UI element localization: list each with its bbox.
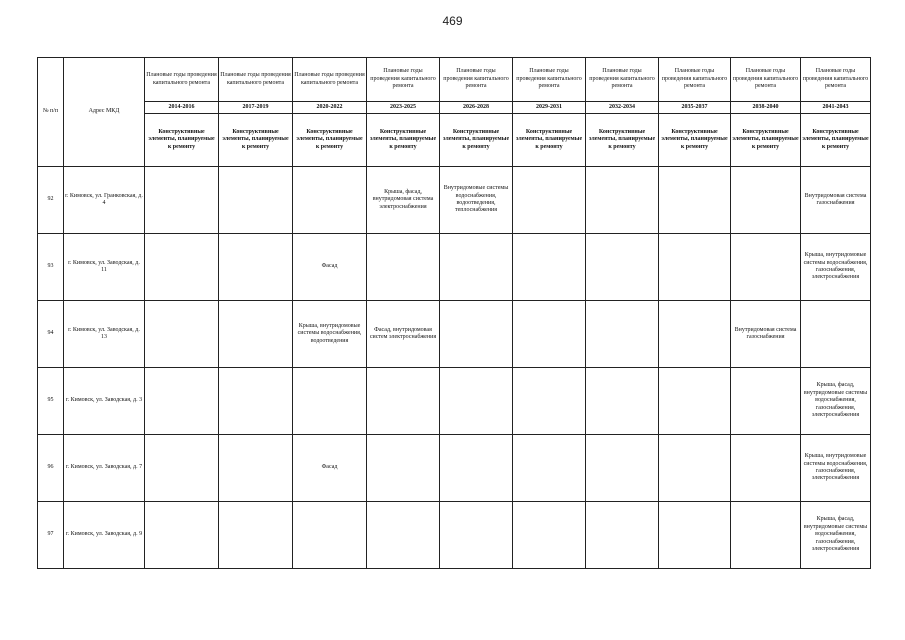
repair-elements-cell <box>513 435 586 502</box>
repair-elements-cell <box>219 368 293 435</box>
table-row <box>38 301 871 368</box>
repair-elements-cell <box>801 301 871 368</box>
repair-elements-cell: Крыша, фасад, внутридомовая система электроснабжения <box>367 167 440 234</box>
row-number: 95 <box>38 368 64 435</box>
column-header-plan-title: Плановые годы проведения капитального ремонта <box>440 58 513 102</box>
repair-elements-cell <box>513 167 586 234</box>
repair-elements-cell <box>586 502 659 569</box>
column-header-plan-title: Плановые годы проведения капитального ремонта <box>367 58 440 102</box>
column-header-elements: Конструктивные элементы, планируемые к ремонту <box>219 114 293 167</box>
repair-elements-cell <box>731 167 801 234</box>
repair-elements-cell: Крыша, внутридомовые системы водоснабжения, водоотведения <box>293 301 367 368</box>
column-header-elements: Конструктивные элементы, планируемые к ремонту <box>513 114 586 167</box>
repair-elements-cell <box>219 167 293 234</box>
column-header-plan-title: Плановые годы проведения капитального ремонта <box>293 58 367 102</box>
column-header-address: Адрес МКД <box>64 58 145 167</box>
repair-elements-cell <box>513 234 586 301</box>
column-header-plan-title: Плановые годы проведения капитального ремонта <box>145 58 219 102</box>
column-header-elements: Конструктивные элементы, планируемые к ремонту <box>801 114 871 167</box>
repair-elements-cell <box>440 368 513 435</box>
column-header-plan-title: Плановые годы проведения капитального ремонта <box>586 58 659 102</box>
repair-elements-cell <box>145 368 219 435</box>
repair-elements-cell <box>145 167 219 234</box>
column-header-years: 2017-2019 <box>219 102 293 114</box>
repair-elements-cell <box>367 502 440 569</box>
repair-elements-cell <box>145 502 219 569</box>
repair-elements-cell: Крыша, фасад, внутридомовые системы водоснабжения, газоснабжения, электроснабжения <box>801 502 871 569</box>
column-header-years: 2023-2025 <box>367 102 440 114</box>
repair-elements-cell <box>219 301 293 368</box>
column-header-years: 2035-2037 <box>659 102 731 114</box>
column-header-plan-title: Плановые годы проведения капитального ремонта <box>659 58 731 102</box>
row-number: 94 <box>38 301 64 368</box>
table-row <box>38 435 871 502</box>
repair-elements-cell <box>513 301 586 368</box>
repair-elements-cell <box>145 301 219 368</box>
column-header-elements: Конструктивные элементы, планируемые к ремонту <box>659 114 731 167</box>
row-number: 92 <box>38 167 64 234</box>
repair-elements-cell <box>586 435 659 502</box>
column-header-years: 2026-2028 <box>440 102 513 114</box>
row-address: г. Кимовск, ул. Гранковская, д. 4 <box>64 167 145 234</box>
capital-repair-plan-table <box>37 57 871 569</box>
column-header-years: 2029-2031 <box>513 102 586 114</box>
repair-elements-cell: Фасад <box>293 435 367 502</box>
column-header-years: 2041-2043 <box>801 102 871 114</box>
repair-elements-cell <box>731 368 801 435</box>
column-header-elements: Конструктивные элементы, планируемые к ремонту <box>293 114 367 167</box>
repair-elements-cell <box>731 435 801 502</box>
repair-elements-cell <box>219 502 293 569</box>
repair-elements-cell: Крыша, внутридомовые системы водоснабжения, газоснабжения, электроснабжения <box>801 234 871 301</box>
repair-elements-cell <box>440 234 513 301</box>
column-header-number: № п/п <box>38 58 64 167</box>
repair-elements-cell <box>513 502 586 569</box>
column-header-plan-title: Плановые годы проведения капитального ремонта <box>801 58 871 102</box>
column-header-years: 2020-2022 <box>293 102 367 114</box>
repair-elements-cell: Внутридомовая система газоснабжения <box>801 167 871 234</box>
table-row <box>38 368 871 435</box>
page-number: 469 <box>442 14 463 28</box>
repair-elements-cell <box>586 368 659 435</box>
repair-elements-cell: Внутридомовая система газоснабжения <box>731 301 801 368</box>
column-header-elements: Конструктивные элементы, планируемые к ремонту <box>586 114 659 167</box>
column-header-years: 2014-2016 <box>145 102 219 114</box>
repair-elements-cell <box>440 502 513 569</box>
column-header-elements: Конструктивные элементы, планируемые к ремонту <box>440 114 513 167</box>
repair-elements-cell <box>586 301 659 368</box>
repair-elements-cell <box>659 234 731 301</box>
repair-elements-cell <box>731 234 801 301</box>
row-address: г. Кимовск, ул. Заводская, д. 7 <box>64 435 145 502</box>
column-header-elements: Конструктивные элементы, планируемые к ремонту <box>367 114 440 167</box>
repair-elements-cell <box>293 368 367 435</box>
column-header-elements: Конструктивные элементы, планируемые к ремонту <box>731 114 801 167</box>
repair-elements-cell: Крыша, фасад, внутридомовые системы водоснабжения, газоснабжения, электроснабжения <box>801 368 871 435</box>
repair-elements-cell: Фасад, внутридомовая систем электроснабжения <box>367 301 440 368</box>
column-header-plan-title: Плановые годы проведения капитального ремонта <box>513 58 586 102</box>
row-address: г. Кимовск, ул. Заводская, д. 9 <box>64 502 145 569</box>
repair-elements-cell <box>440 435 513 502</box>
column-header-years: 2038-2040 <box>731 102 801 114</box>
repair-elements-cell <box>219 435 293 502</box>
repair-elements-cell <box>145 435 219 502</box>
table-row <box>38 167 871 234</box>
repair-elements-cell <box>513 368 586 435</box>
repair-elements-cell <box>586 167 659 234</box>
column-header-plan-title: Плановые годы проведения капитального ремонта <box>219 58 293 102</box>
repair-elements-cell: Фасад <box>293 234 367 301</box>
table-row <box>38 234 871 301</box>
row-number: 97 <box>38 502 64 569</box>
column-header-elements: Конструктивные элементы, планируемые к ремонту <box>145 114 219 167</box>
row-number: 96 <box>38 435 64 502</box>
repair-elements-cell <box>659 435 731 502</box>
repair-elements-cell <box>440 301 513 368</box>
row-number: 93 <box>38 234 64 301</box>
repair-elements-cell: Внутридомовые системы водоснабжения, водоотведения, теплоснабжения <box>440 167 513 234</box>
column-header-years: 2032-2034 <box>586 102 659 114</box>
repair-elements-cell <box>586 234 659 301</box>
repair-elements-cell <box>367 234 440 301</box>
repair-elements-cell <box>731 502 801 569</box>
repair-elements-cell <box>659 167 731 234</box>
repair-elements-cell <box>367 435 440 502</box>
table-row <box>38 502 871 569</box>
row-address: г. Кимовск, ул. Заводская, д. 11 <box>64 234 145 301</box>
repair-elements-cell <box>659 502 731 569</box>
repair-elements-cell <box>293 167 367 234</box>
column-header-plan-title: Плановые годы проведения капитального ремонта <box>731 58 801 102</box>
row-address: г. Кимовск, ул. Заводская, д. 13 <box>64 301 145 368</box>
row-address: г. Кимовск, ул. Заводская, д. 3 <box>64 368 145 435</box>
repair-elements-cell <box>659 301 731 368</box>
repair-elements-cell <box>219 234 293 301</box>
repair-elements-cell <box>293 502 367 569</box>
repair-elements-cell <box>367 368 440 435</box>
repair-elements-cell <box>145 234 219 301</box>
repair-elements-cell <box>659 368 731 435</box>
table-header <box>38 58 871 167</box>
repair-elements-cell: Крыша, внутридомовые системы водоснабжения, газоснабжения, электроснабжения <box>801 435 871 502</box>
table-body <box>38 167 871 569</box>
